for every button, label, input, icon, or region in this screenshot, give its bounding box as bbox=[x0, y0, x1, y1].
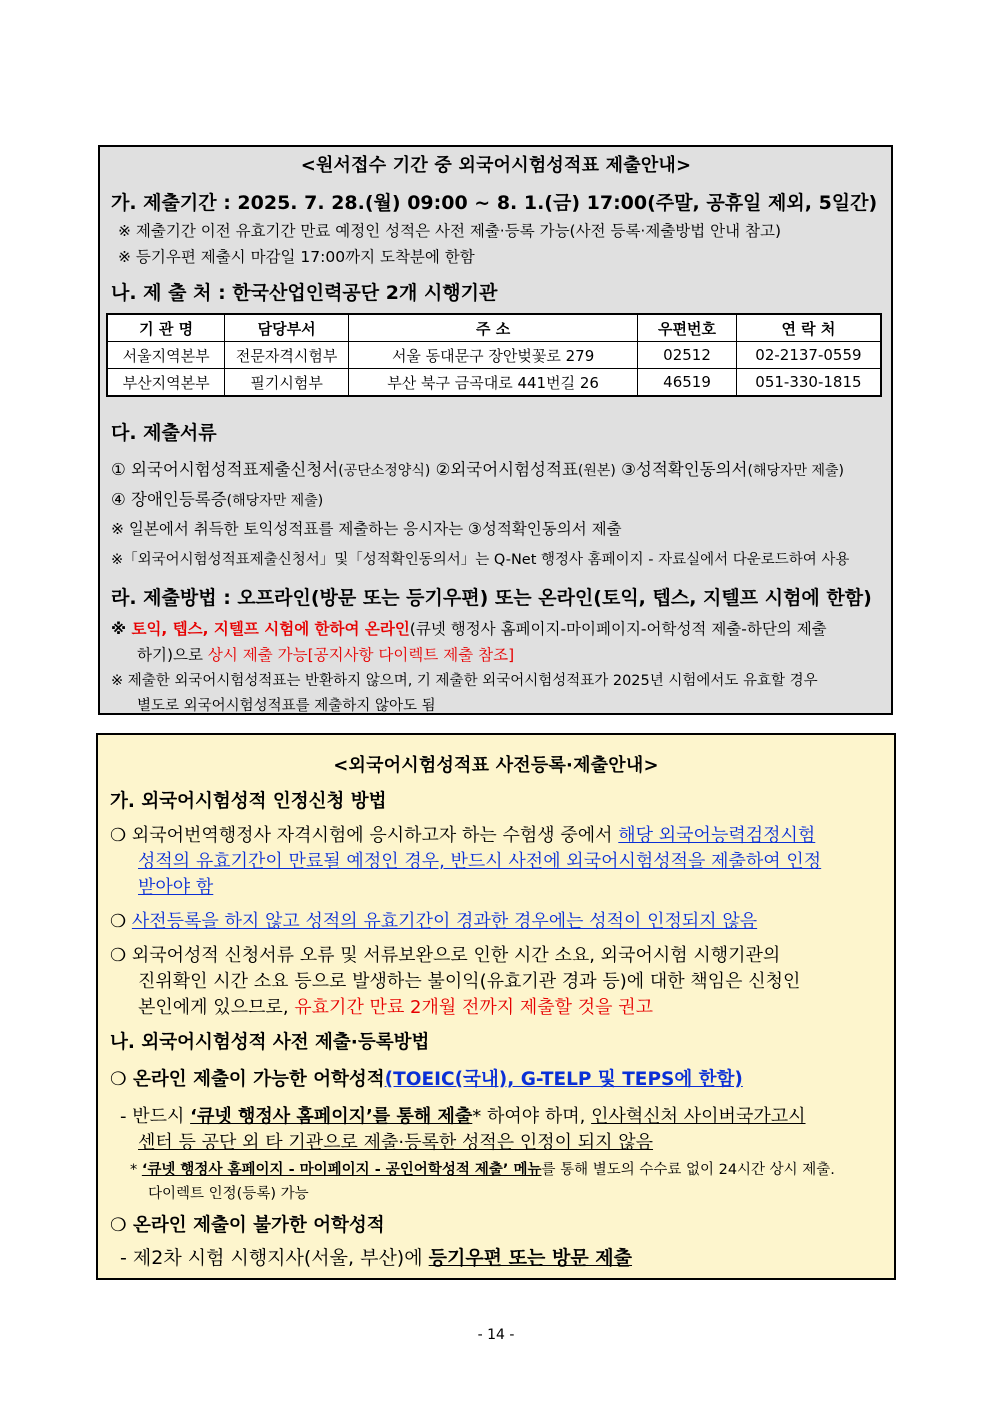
footnote-text: 를 통해 별도의 수수료 없이 24시간 상시 제출. bbox=[541, 1162, 835, 1178]
documents-item-line-1 bbox=[111, 456, 844, 480]
document-item-1-note: (공단소정양식) bbox=[338, 463, 431, 479]
bullet-3-line-3 bbox=[138, 993, 653, 1019]
table-header-row bbox=[107, 314, 881, 342]
always-submit-highlight: 상시 제출 가능[공지사항 다이렉트 제출 참조] bbox=[207, 646, 515, 664]
col-header-postcode: 우편번호 bbox=[638, 314, 737, 342]
col-header-contact: 연 락 처 bbox=[736, 314, 881, 342]
qnet-submit-highlight: ‘큐넷 행정사 홈페이지’를 통해 제출 bbox=[190, 1106, 473, 1127]
submission-place: 나. 제 출 처 : 한국산업인력공단 2개 시행기관 bbox=[111, 282, 498, 304]
bullet-1-text: ❍ 외국어번역행정사 자격시험에 응시하고자 하는 수험생 중에서 bbox=[110, 825, 619, 846]
col-header-institution: 기 관 명 bbox=[107, 314, 225, 342]
method-note-1-rest: (큐넷 행정사 홈페이지-마이페이지-어학성적 제출-하단의 제출 bbox=[409, 620, 827, 638]
bullet-1-line-3: 받아야 함 bbox=[138, 877, 214, 898]
online-exams-highlight: (TOEIC(국내), G-TELP 및 TEPS에 한함) bbox=[384, 1069, 743, 1090]
method-note-2-cont: 별도로 외국어시험성적표를 제출하지 않아도 됨 bbox=[137, 698, 436, 714]
footnote-menu-highlight: ‘큐넷 행정사 홈페이지 - 마이페이지 - 공인어학성적 제출’ 메뉴 bbox=[141, 1162, 542, 1178]
bullet-3-highlight: 유효기간 만료 2개월 전까지 제출할 것을 권고 bbox=[294, 997, 654, 1018]
footnote-mark: * bbox=[130, 1162, 142, 1178]
online-available-line bbox=[110, 1065, 743, 1091]
table-cell: 필기시험부 bbox=[225, 369, 349, 397]
table-cell: 051-330-1815 bbox=[736, 369, 881, 397]
documents-heading: 다. 제출서류 bbox=[111, 422, 217, 444]
documents-note-1: ※ 일본에서 취득한 토익성적표를 제출하는 응시자는 ③성적확인동의서 제출 bbox=[111, 520, 622, 538]
pre-registration-title: <외국어시험성적표 사전등록·제출안내> bbox=[333, 755, 659, 776]
table-cell: 부산지역본부 bbox=[107, 369, 225, 397]
period-note-2: ※ 등기우편 제출시 마감일 17:00까지 도착분에 한함 bbox=[118, 248, 475, 266]
method-note-2: ※ 제출한 외국어시험성적표는 반환하지 않으며, 기 제출한 외국어시험성적표가 2025년 시험에서도 유효할 경우 bbox=[111, 673, 818, 689]
page-number: - 14 - bbox=[477, 1327, 515, 1343]
footnote-line-2: 다이렉트 인정(등록) 가능 bbox=[148, 1186, 309, 1202]
bullet-3-line-1: ❍ 외국어성적 신청서류 오류 및 서류보완으로 인한 시간 소요, 외국어시험 시행기관의 bbox=[110, 945, 781, 966]
table-row bbox=[107, 369, 881, 397]
document-item-3-note: (해당자만 제출) bbox=[747, 463, 845, 479]
notice-title: <원서접수 기간 중 외국어시험성적표 제출안내> bbox=[300, 155, 692, 176]
col-header-department: 담당부서 bbox=[225, 314, 349, 342]
bullet-2-highlight: 사전등록을 하지 않고 성적의 유효기간이 경과한 경우에는 성적이 인정되지 않음 bbox=[131, 911, 758, 932]
institution-table bbox=[106, 313, 882, 397]
document-item-4-note: (해당자만 제출) bbox=[226, 493, 324, 509]
table-cell: 02512 bbox=[638, 342, 737, 369]
dash-1-line-2: 센터 등 공단 외 타 기관으로 제출·등록한 성적은 인정이 되지 않음 bbox=[138, 1132, 654, 1153]
bullet-1-highlight: 해당 외국어능력검정시험 bbox=[618, 825, 816, 846]
table-row bbox=[107, 342, 881, 369]
dash-2-text: - 제2차 시험 시행지사(서울, 부산)에 bbox=[120, 1247, 429, 1269]
table-cell: 서울지역본부 bbox=[107, 342, 225, 369]
table-cell: 02-2137-0559 bbox=[736, 342, 881, 369]
document-item-1: ① 외국어시험성적표제출신청서 bbox=[111, 460, 339, 479]
dash-1-underlined: 인사혁신처 사이버국가고시 bbox=[591, 1106, 806, 1127]
bullet-2-mark: ❍ bbox=[110, 911, 132, 932]
method-note-1-cont-text: 하기)으로 bbox=[137, 646, 208, 664]
note-mark: ※ bbox=[111, 620, 132, 638]
documents-item-line-2 bbox=[111, 486, 323, 510]
table-cell: 부산 북구 금곡대로 441번길 26 bbox=[348, 369, 637, 397]
document-item-3: ③성적확인동의서 bbox=[615, 460, 748, 479]
period-note-1: ※ 제출기간 이전 유효기간 만료 예정인 성적은 사전 제출·등록 가능(사전 등록·제출방법 안내 참고) bbox=[118, 222, 782, 240]
bullet-1-line-2: 성적의 유효기간이 만료될 예정인 경우, 반드시 사전에 외국어시험성적을 제출하여 인정 bbox=[138, 851, 822, 872]
method-note-1 bbox=[111, 617, 827, 639]
online-exam-highlight: 토익, 텝스, 지텔프 시험에 한하여 온라인 bbox=[131, 620, 410, 638]
documents-note-2: ※「외국어시험성적표제출신청서」및「성적확인동의서」는 Q-Net 행정사 홈페이지 - 자료실에서 다운로드하여 사용 bbox=[111, 552, 850, 568]
bullet-1-line-1 bbox=[110, 821, 815, 847]
document-item-2-note: (원본) bbox=[577, 463, 616, 479]
col-header-address: 주 소 bbox=[348, 314, 637, 342]
online-available-label: ❍ 온라인 제출이 가능한 어학성적 bbox=[110, 1069, 385, 1090]
document-item-2: ②외국어시험성적표 bbox=[430, 460, 578, 479]
submission-method: 라. 제출방법 : 오프라인(방문 또는 등기우편) 또는 온라인(토익, 텝스, 지텔프 시험에 한함) bbox=[111, 587, 872, 609]
table-cell: 전문자격시험부 bbox=[225, 342, 349, 369]
table-cell: 서울 동대문구 장안벚꽃로 279 bbox=[348, 342, 637, 369]
dash-1-text-a: - 반드시 bbox=[120, 1106, 191, 1127]
method-note-1-cont bbox=[137, 643, 514, 665]
submission-period: 가. 제출기간 : 2025. 7. 28.(월) 09:00 ~ 8. 1.(금) 17:00(주말, 공휴일 제외, 5일간) bbox=[111, 192, 878, 214]
footnote-line-1 bbox=[130, 1158, 835, 1179]
bullet-2 bbox=[110, 907, 757, 933]
recognition-method-heading: 가. 외국어시험성적 인정신청 방법 bbox=[110, 791, 387, 812]
document-item-4: ④ 장애인등록증 bbox=[111, 490, 227, 509]
dash-2-line bbox=[120, 1243, 632, 1270]
dash-1-text-c: * 하여야 하며, bbox=[472, 1106, 592, 1127]
online-unavailable-line: ❍ 온라인 제출이 불가한 어학성적 bbox=[110, 1215, 385, 1236]
mail-or-visit-highlight: 등기우편 또는 방문 제출 bbox=[428, 1247, 633, 1269]
bullet-3-line-2: 진위확인 시간 소요 등으로 발생하는 불이익(유효기관 경과 등)에 대한 책임은 신청인 bbox=[138, 971, 801, 992]
bullet-3-text: 본인에게 있으므로, bbox=[138, 997, 295, 1018]
dash-1-line-1 bbox=[120, 1102, 806, 1128]
table-cell: 46519 bbox=[638, 369, 737, 397]
registration-method-heading: 나. 외국어시험성적 사전 제출·등록방법 bbox=[110, 1032, 430, 1053]
